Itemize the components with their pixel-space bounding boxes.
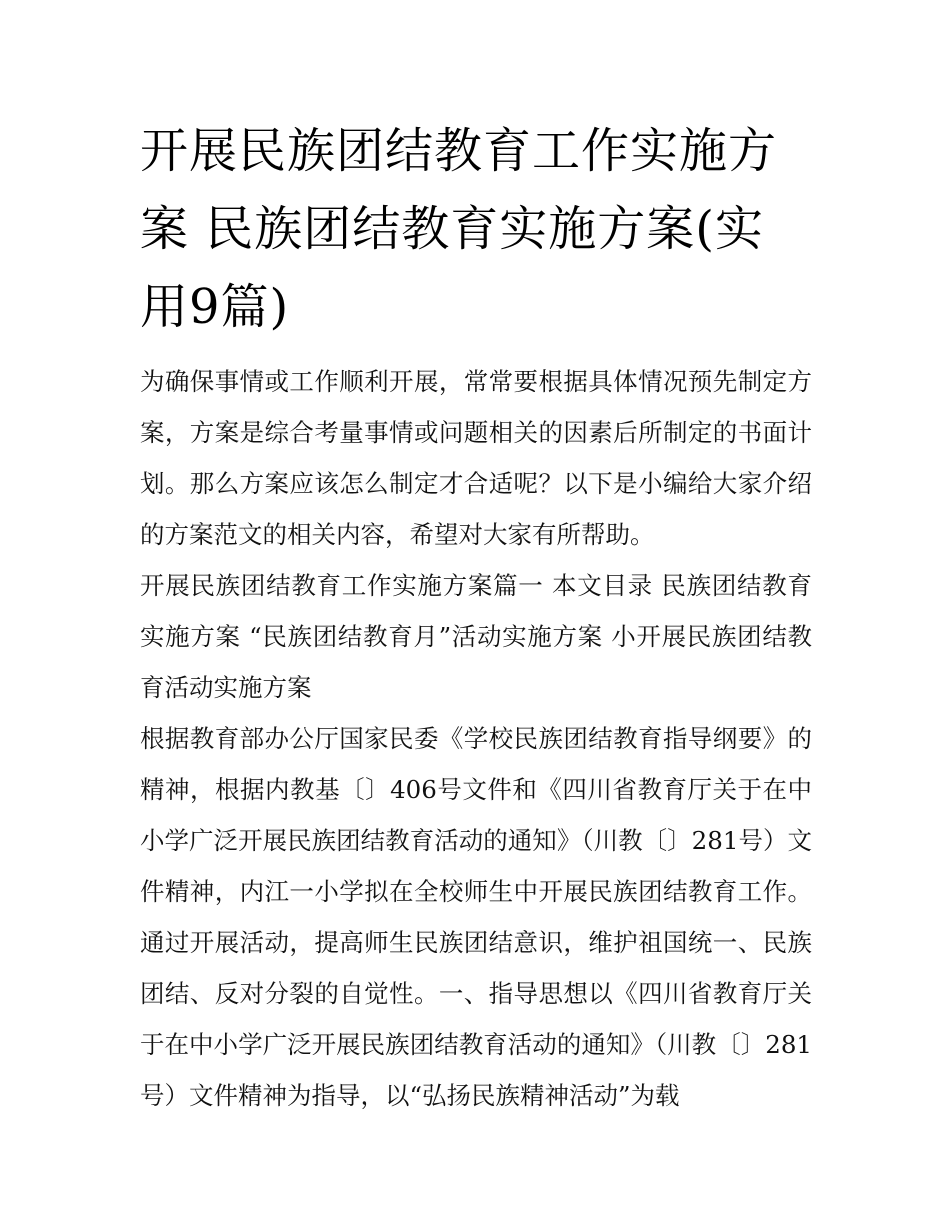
document-body	[140, 112, 812, 1121]
body-paragraph: 根据教育部办公厅国家民委《学校民族团结教育指导纲要》的精神，根据内教基〔〕406号文件和《四川省教育厅关于在中小学广泛开展民族团结教育活动的通知》（川教〔〕281号）文件精神，内江一小学拟在全校师生中开展民族团结教育工作。通过开展活动，提高师生民族团结意识，维护祖国统一、民族团结、反对分裂的自觉性。一、指导思想以《四川省教育厅关于在中小学广泛开展民族团结教育活动的通知》（川教〔〕281号）文件精神为指导，以“弘扬民族精神活动”为载	[140, 724, 812, 1110]
document-title: 开展民族团结教育工作实施方案 民族团结教育实施方案(实用9篇)	[140, 123, 778, 335]
intro-paragraph: 为确保事情或工作顺利开展，常常要根据具体情况预先制定方案，方案是综合考量事情或问题相关的因素后所制定的书面计划。那么方案应该怎么制定才合适呢？以下是小编给大家介绍的方案范文的相关内容，希望对大家有所帮助。	[140, 367, 812, 549]
table-of-contents-paragraph: 开展民族团结教育工作实施方案篇一 本文目录 民族团结教育实施方案 “民族团结教育月”活动实施方案 小开展民族团结教育活动实施方案	[140, 571, 812, 702]
